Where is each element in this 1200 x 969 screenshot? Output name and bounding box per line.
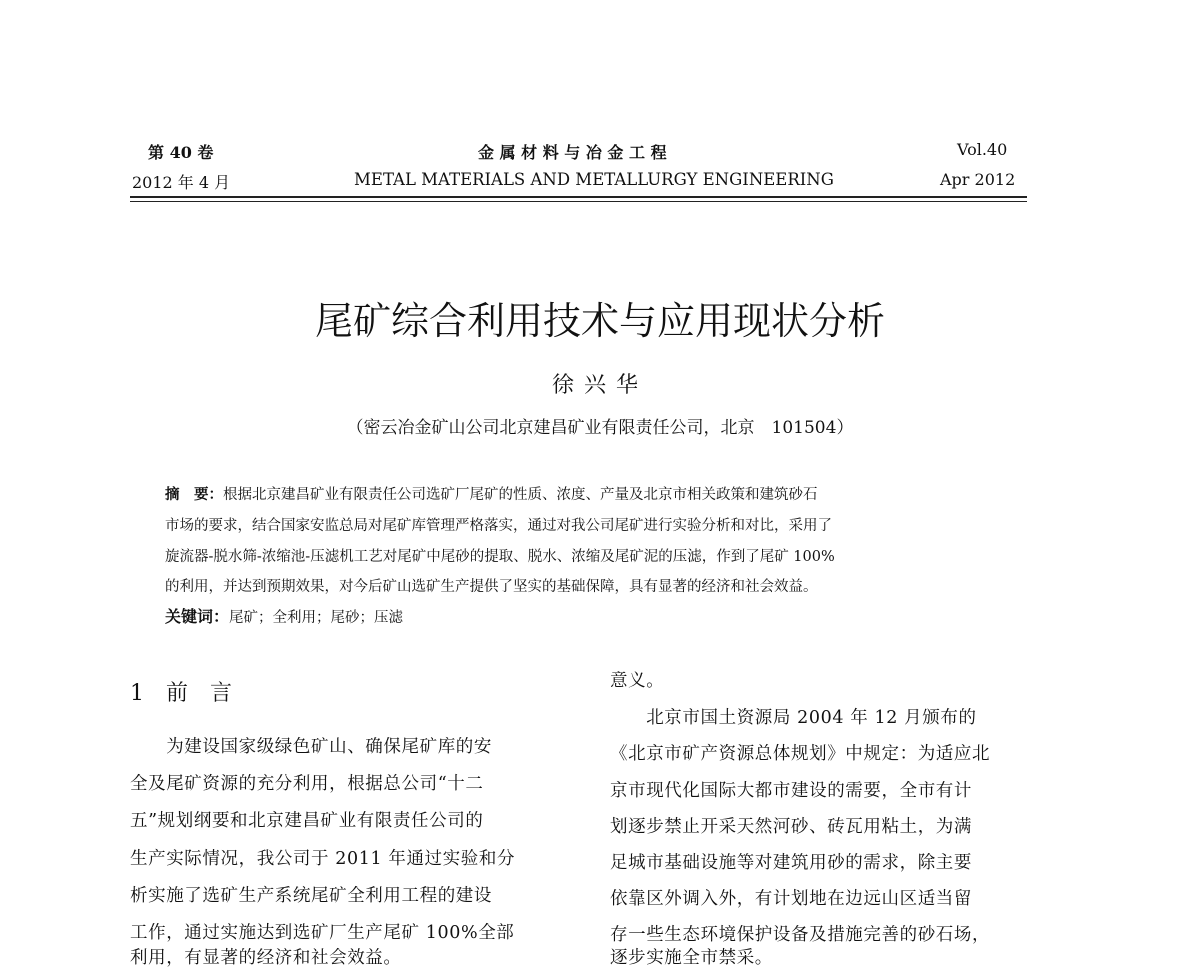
body-line: 析实施了选矿生产系统尾矿全利用工程的建设 xyxy=(130,886,492,906)
header-rule-thin xyxy=(130,201,1027,202)
volume-en: Vol.40 xyxy=(957,140,1008,159)
keywords: 关键词：尾矿；全利用；尾砂；压滤 xyxy=(165,607,404,626)
author: 徐兴华 xyxy=(551,373,648,398)
body-line: 京市现代化国际大都市建设的需要，全市有计 xyxy=(610,781,972,801)
date-en: Apr 2012 xyxy=(940,170,1016,189)
affiliation: （密云冶金矿山公司北京建昌矿业有限责任公司，北京 101504） xyxy=(346,418,854,438)
body-line: 划逐步禁止开采天然河砂、砖瓦用粘土，为满 xyxy=(610,817,972,837)
body-line: 意义。 xyxy=(610,671,665,691)
volume-cn: 第 40 卷 xyxy=(148,143,214,162)
abstract-line: 市场的要求，结合国家安监总局对尾矿库管理严格落实，通过对我公司尾矿进行实验分析和对比，采用了 xyxy=(165,518,832,534)
body-line: 生产实际情况，我公司于 2011 年通过实验和分 xyxy=(130,849,516,869)
keywords-label: 关键词： xyxy=(165,607,230,626)
section-heading: 1 前 言 xyxy=(130,681,232,706)
journal-title-cn: 金 属 材 料 与 冶 金 工 程 xyxy=(478,143,667,162)
body-line: 依靠区外调入外，有计划地在边远山区适当留 xyxy=(610,889,972,909)
abstract-line: 旋流器-脱水筛-浓缩池-压滤机工艺对尾矿中尾砂的提取、脱水、浓缩及尾矿泥的压滤，作到了尾矿 100% xyxy=(165,549,835,565)
body-line: 足城市基础设施等对建筑用砂的需求，除主要 xyxy=(610,853,972,873)
abstract-line: 的利用，并达到预期效果，对今后矿山选矿生产提供了坚实的基础保障，具有显著的经济和社会效益。 xyxy=(165,579,818,595)
abstract-label: 摘 要： xyxy=(165,486,223,503)
body-line: 存一些生态环境保护设备及措施完善的砂石场， xyxy=(610,925,991,945)
body-line: 逐步实施全市禁采。 xyxy=(610,948,773,968)
abstract-line: 摘 要：根据北京建昌矿业有限责任公司选矿厂尾矿的性质、浓度、产量及北京市相关政策和建筑砂石 xyxy=(165,486,818,503)
body-line: 为建设国家级绿色矿山、确保尾矿库的安 xyxy=(130,737,492,757)
body-line: 北京市国土资源局 2004 年 12 月颁布的 xyxy=(610,708,977,728)
body-line: 利用，有显著的经济和社会效益。 xyxy=(130,948,402,968)
journal-title-en: METAL MATERIALS AND METALLURGY ENGINEERING xyxy=(354,170,834,189)
body-line: 五”规划纲要和北京建昌矿业有限责任公司的 xyxy=(130,811,484,831)
body-line: 《北京市矿产资源总体规划》中规定：为适应北 xyxy=(610,744,991,764)
body-line: 全及尾矿资源的充分利用，根据总公司“十二 xyxy=(130,774,484,794)
body-line: 工作，通过实施达到选矿厂生产尾矿 100%全部 xyxy=(130,923,515,943)
date-cn: 2012 年 4 月 xyxy=(132,173,231,192)
paper-title: 尾矿综合利用技术与应用现状分析 xyxy=(314,299,885,343)
header-rule-thick xyxy=(130,196,1027,198)
